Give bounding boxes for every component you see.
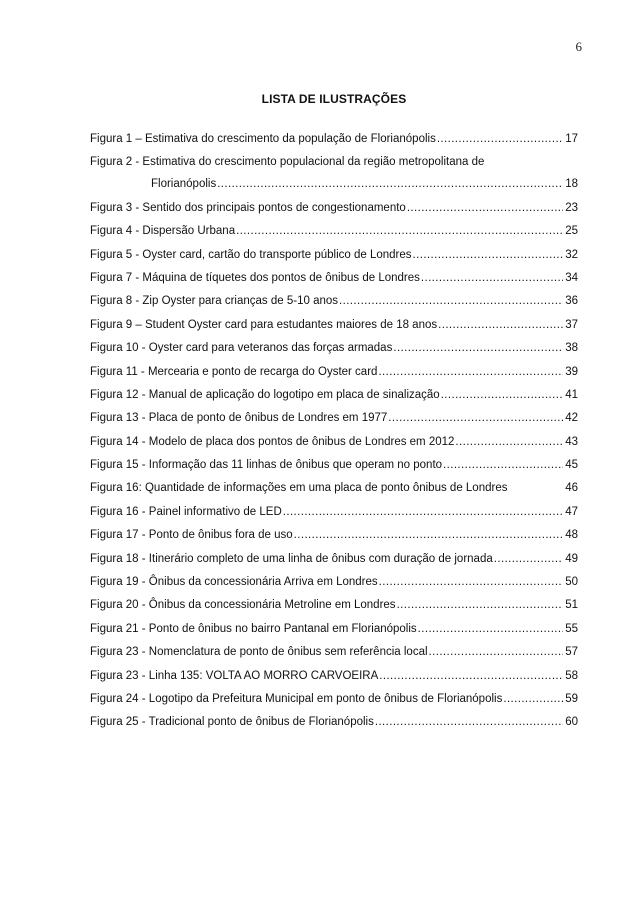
- entry-text: Figura 18 - Itinerário completo de uma linha de ônibus com duração de jornada: [90, 552, 493, 565]
- leader-dots: [503, 688, 563, 711]
- list-item: [90, 407, 578, 430]
- list-item: [90, 431, 578, 454]
- entry-page-number: 17: [565, 133, 578, 145]
- entry-text: Figura 5 - Oyster card, cartão do transporte público de Londres: [90, 248, 412, 261]
- list-item: [90, 665, 578, 688]
- leader-dots: [217, 173, 563, 196]
- entry-text: Figura 15 - Informação das 11 linhas de ônibus que operam no ponto: [90, 459, 443, 472]
- entry-text: Figura 9 – Student Oyster card para estudantes maiores de 18 anos: [90, 318, 438, 331]
- leader-dots: [407, 197, 563, 220]
- entry-page-number: 46: [565, 482, 578, 495]
- entry-page-number: 47: [565, 505, 578, 518]
- entry-text: Figura 7 - Máquina de tíquetes dos pontos de ônibus de Londres: [90, 271, 420, 284]
- leader-dots: [441, 384, 564, 407]
- entry-page-number: 45: [565, 459, 578, 472]
- leader-dots: [455, 431, 563, 454]
- list-item: [90, 711, 578, 734]
- entry-page-number: 37: [565, 318, 578, 331]
- leader-dots: [397, 594, 564, 617]
- entry-text: Figura 3 - Sentido dos principais pontos de congestionamento: [90, 201, 406, 214]
- list-item: [90, 548, 578, 571]
- list-item: [90, 384, 578, 407]
- list-item: [90, 128, 578, 151]
- list-item: [90, 290, 578, 313]
- list-item: [90, 594, 578, 617]
- leader-dots: [393, 337, 563, 360]
- entry-text: Figura 11 - Mercearia e ponto de recarga do Oyster card: [90, 365, 378, 378]
- entry-page-number: 60: [565, 716, 578, 729]
- entry-text: Figura 24 - Logotipo da Prefeitura Municipal em ponto de ônibus de Florianópolis: [90, 692, 503, 705]
- entry-page-number: 48: [565, 529, 578, 542]
- entry-page-number: 38: [565, 342, 578, 355]
- leader-dots: [339, 290, 563, 313]
- page-title: LISTA DE ILUSTRAÇÕES: [261, 92, 407, 106]
- entry-page-number: 18: [565, 178, 578, 191]
- entry-page-number: 42: [565, 412, 578, 425]
- entry-text: Figura 23 - Linha 135: VOLTA AO MORRO CARVOEIRA: [90, 669, 379, 682]
- leader-dots: [236, 220, 563, 243]
- leader-dots: [437, 128, 563, 151]
- list-item: [90, 454, 578, 477]
- leader-dots: [379, 571, 564, 594]
- leader-dots: [378, 361, 563, 384]
- entry-text: Figura 16: Quantidade de informações em uma placa de ponto ônibus de Londres: [90, 482, 508, 495]
- list-item: [90, 197, 578, 220]
- entry-page-number: 59: [565, 692, 578, 705]
- leader-dots: [375, 711, 563, 734]
- list-item: [90, 244, 578, 267]
- leader-dots: [494, 548, 563, 571]
- entry-page-number: 51: [565, 599, 578, 612]
- leader-dots: [443, 454, 563, 477]
- entry-page-number: 32: [565, 248, 578, 261]
- entry-text: Figura 8 - Zip Oyster para crianças de 5-10 anos: [90, 295, 339, 308]
- entry-page-number: 50: [565, 576, 578, 589]
- entry-page-number: 41: [565, 388, 578, 401]
- entry-text: Figura 1 – Estimativa do crescimento da população de Florianópolis: [90, 133, 436, 145]
- list-item: [90, 267, 578, 290]
- entry-text: Figura 4 - Dispersão Urbana: [90, 225, 236, 238]
- list-item: [90, 641, 578, 664]
- leader-dots: [429, 641, 564, 664]
- entry-page-number: 49: [565, 552, 578, 565]
- list-item: [90, 220, 578, 243]
- entry-text: Figura 2 - Estimativa do crescimento populacional da região metropolitana de: [90, 156, 485, 169]
- entry-text: Figura 25 - Tradicional ponto de ônibus de Florianópolis: [90, 716, 374, 729]
- entry-page-number: 58: [565, 669, 578, 682]
- entry-page-number: 34: [565, 271, 578, 284]
- entry-text: Figura 12 - Manual de aplicação do logotipo em placa de sinalização: [90, 388, 440, 401]
- list-item-continuation: [90, 173, 578, 196]
- entry-page-number: 57: [565, 646, 578, 659]
- leader-dots: [294, 524, 564, 547]
- entry-page-number: 36: [565, 295, 578, 308]
- list-item: [90, 337, 578, 360]
- list-item: [90, 688, 578, 711]
- leader-dots: [413, 244, 564, 267]
- list-item: [90, 618, 578, 641]
- list-item: [90, 361, 578, 384]
- entry-page-number: 25: [565, 225, 578, 238]
- entry-text: Figura 14 - Modelo de placa dos pontos de ônibus de Londres em 2012: [90, 435, 455, 448]
- entry-text: Figura 19 - Ônibus da concessionária Arriva em Londres: [90, 576, 378, 589]
- entry-text: Figura 17 - Ponto de ônibus fora de uso: [90, 529, 293, 542]
- entry-text: Figura 10 - Oyster card para veteranos das forças armadas: [90, 342, 393, 355]
- entry-text: Figura 13 - Placa de ponto de ônibus de Londres em 1977: [90, 412, 388, 425]
- entry-text: Figura 16 - Painel informativo de LED: [90, 505, 282, 518]
- leader-dots: [421, 267, 563, 290]
- page-number: 6: [575, 39, 582, 54]
- entry-text-continuation: Florianópolis: [151, 178, 217, 191]
- entry-text: Figura 21 - Ponto de ônibus no bairro Pantanal em Florianópolis: [90, 622, 417, 635]
- list-item: [90, 524, 578, 547]
- leader-dots: [418, 618, 564, 641]
- leader-dots: [283, 501, 563, 524]
- list-item: [90, 477, 578, 500]
- entry-page-number: 23: [565, 201, 578, 214]
- entry-text: Figura 20 - Ônibus da concessionária Metroline em Londres: [90, 599, 396, 612]
- list-item: [90, 314, 578, 337]
- list-item: [90, 571, 578, 594]
- entry-page-number: 55: [565, 622, 578, 635]
- illustrations-list: [90, 128, 578, 735]
- entry-text: Figura 23 - Nomenclatura de ponto de ônibus sem referência local: [90, 646, 428, 659]
- entry-page-number: 43: [565, 435, 578, 448]
- entry-page-number: 39: [565, 365, 578, 378]
- list-item: [90, 151, 578, 173]
- leader-dots: [379, 665, 563, 688]
- list-item: [90, 501, 578, 524]
- leader-dots: [438, 314, 563, 337]
- leader-dots: [388, 407, 563, 430]
